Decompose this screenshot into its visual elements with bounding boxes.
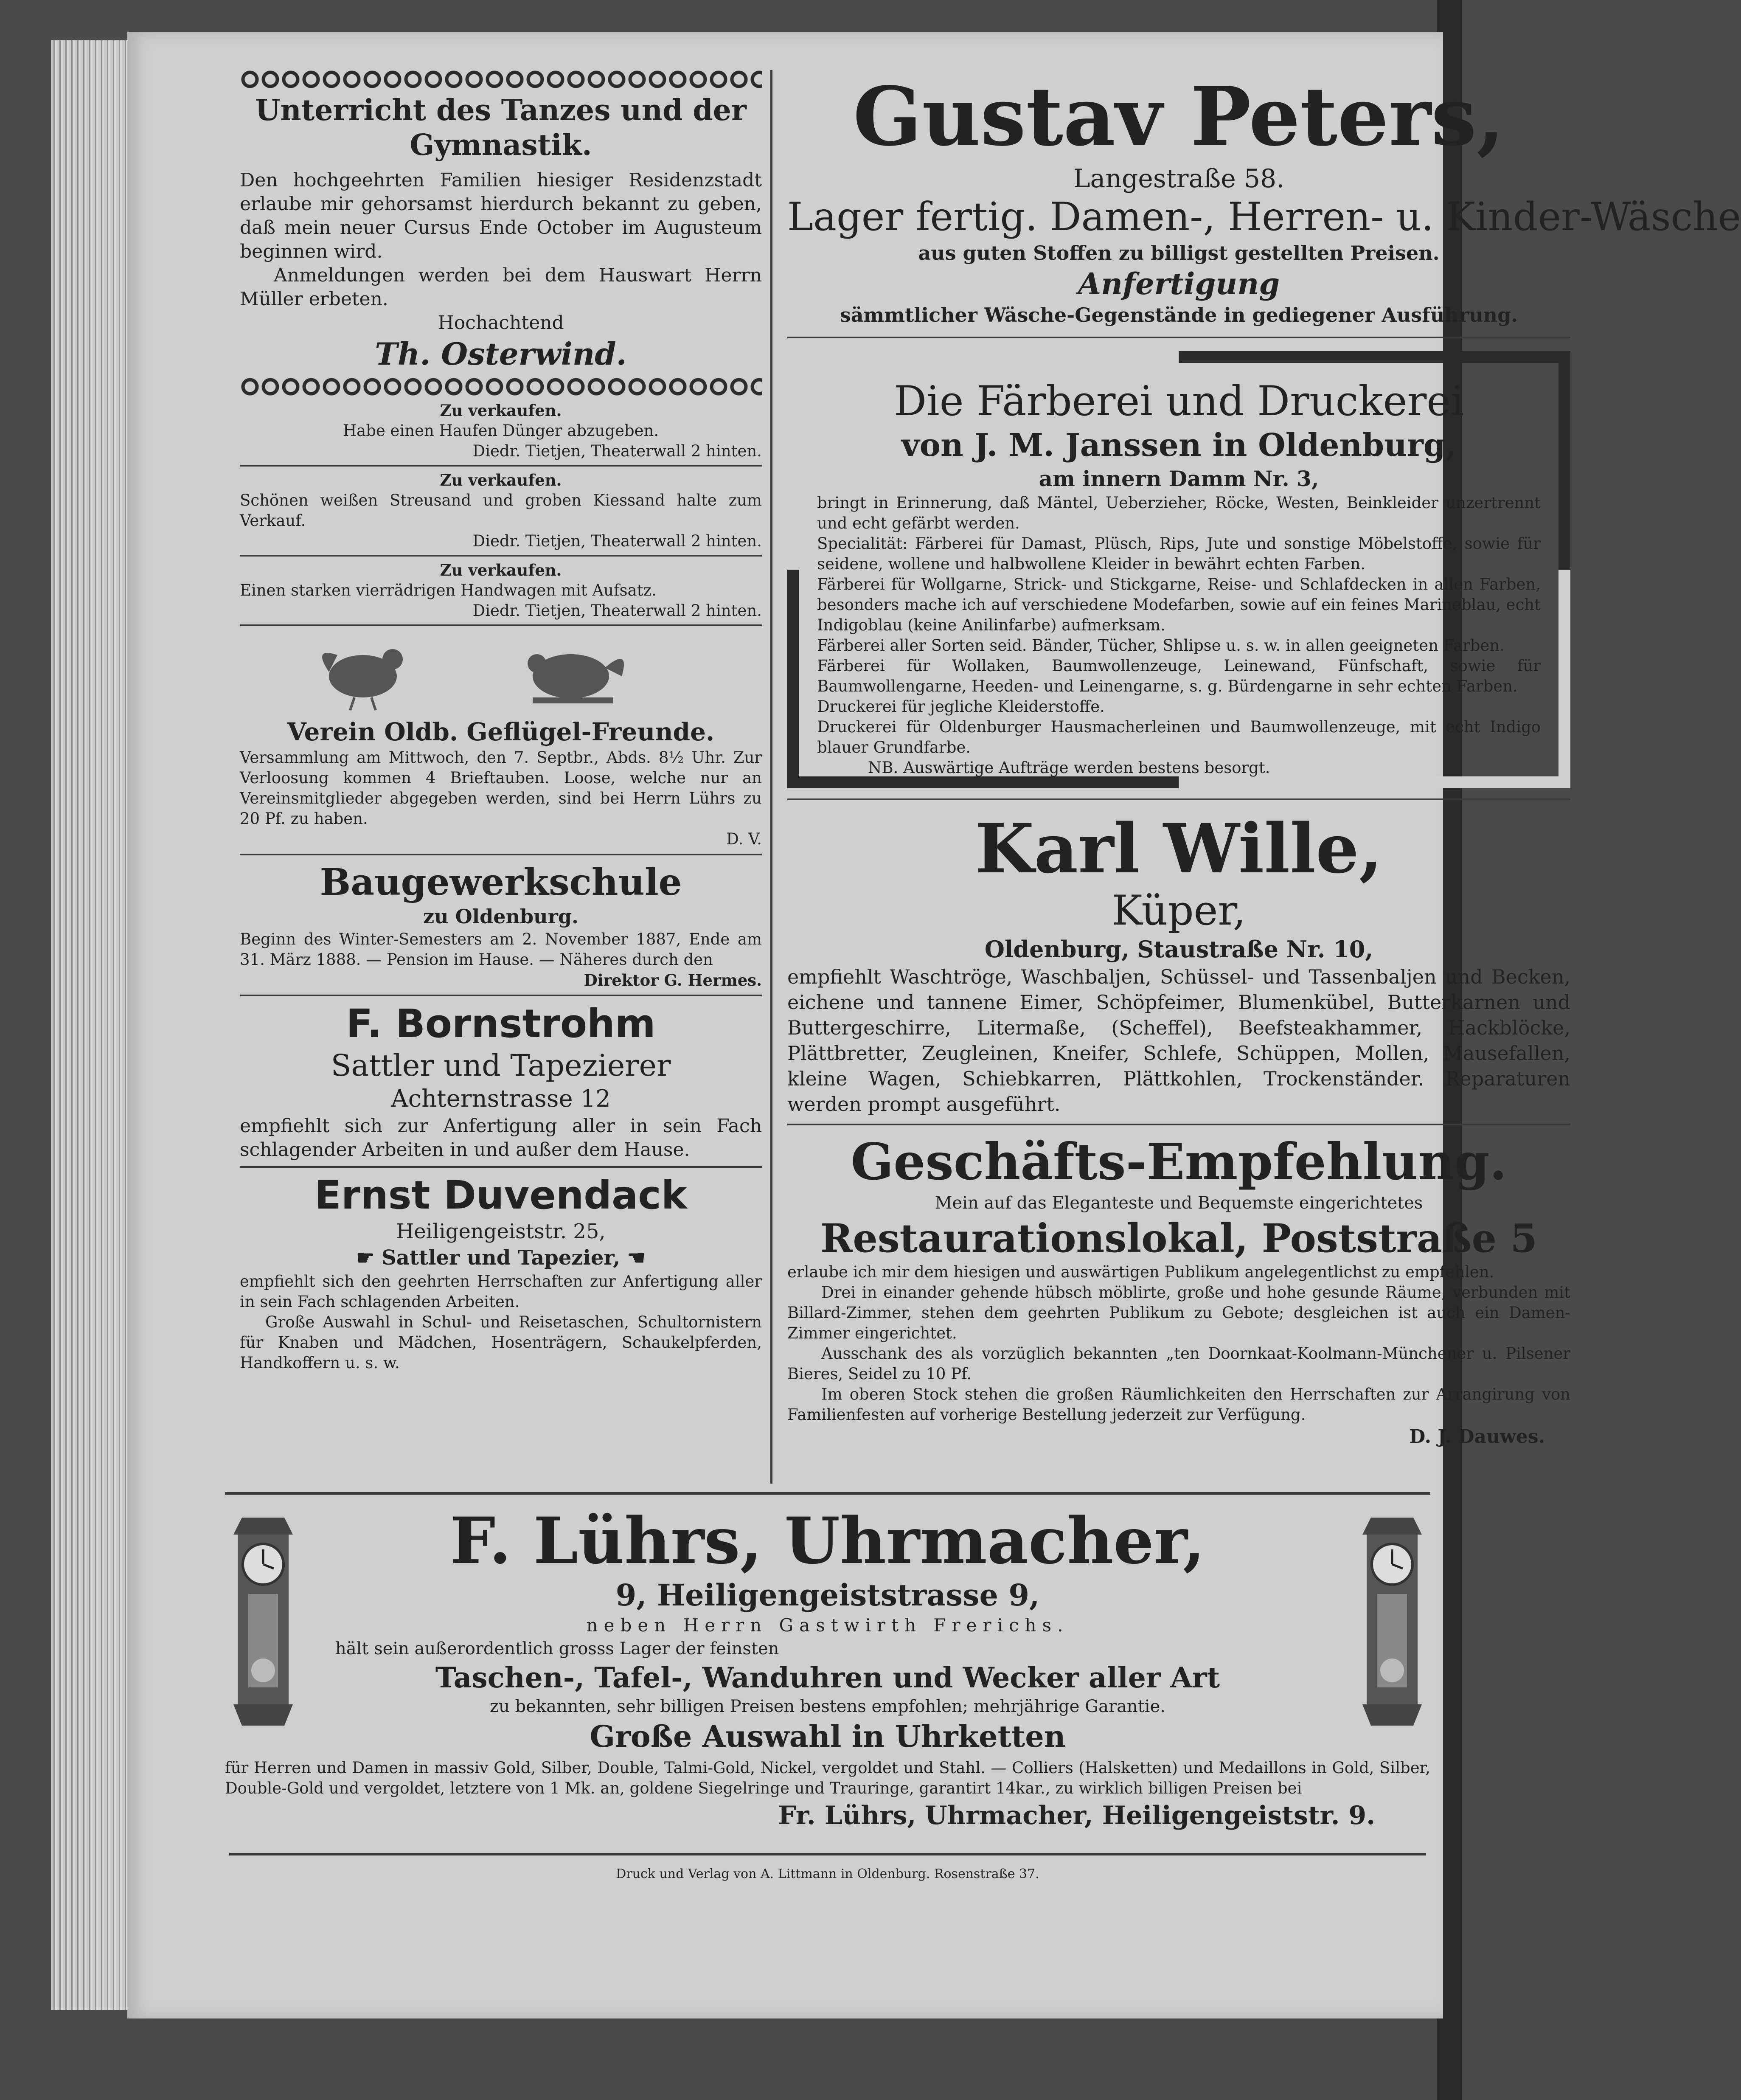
poultry-illustration (240, 630, 762, 714)
janssen-p4: Färberei aller Sorten seid. Bänder, Tücher, Shlipse u. s. w. in allen geeigneten Farben. (817, 636, 1505, 655)
dauwes-p2: Drei in einander gehende hübsch möblirte, große und hohe gesunde Räume, verbunden mit Billard-Zimmer, stehen dem geehrten Publikum zu Gebote; desgleichen ist auch ein Damen-Zimmer eingerichtet. (787, 1283, 1570, 1342)
peters-address: Langestraße 58. (1073, 164, 1285, 194)
dauwes-p3: Ausschank des als vorzüglich bekannten „ten Doornkaat-Koolmann-Münchener u. Pilsener Bieres, Seidel zu 10 Pf. (787, 1344, 1570, 1383)
sale-body: Schönen weißen Streusand und groben Kiessand halte zum Verkauf. (240, 491, 762, 530)
janssen-p8: NB. Auswärtige Aufträge werden bestens besorgt. (868, 759, 1270, 777)
sale-ad-1 (240, 400, 762, 461)
janssen-address: am innern Damm Nr. 3, (1039, 466, 1319, 491)
janssen-ad (787, 351, 1570, 788)
left-column (240, 66, 762, 1373)
luehrs-line3: zu bekannten, sehr billigen Preisen bestens empfohlen; mehrjährige Garantie. (490, 1697, 1165, 1716)
janssen-p5: Färberei für Wollaken, Baumwollenzeuge, Leinewand, Fünfschaft, sowie für Baumwollengarne, Heeden- und Leinengarne, s. g. Bürdengarne in sehr echten Farben. (817, 657, 1541, 695)
dance-body: Den hochgeehrten Familien hiesiger Residenzstadt erlaube mir gehorsamst hierdurch bekannt zu geben, daß mein neuer Cursus Ende October im Augusteum beginnen wird. (240, 169, 762, 262)
luehrs-signer: Fr. Lührs, Uhrmacher, Heiligengeiststr. 9. (778, 1801, 1375, 1830)
dance-signature: Th. Osterwind. (375, 336, 627, 372)
bornstrohm-address: Achternstrasse 12 (391, 1085, 611, 1113)
pointing-hand-icon: ☛ (356, 1246, 382, 1270)
luehrs-bottom-rule (229, 1853, 1426, 1855)
chain-border (240, 376, 762, 398)
janssen-p1: bringt in Erinnerung, daß Mäntel, Ueberzieher, Röcke, Westen, Beinkleider unzertrennt und echt gefärbt werden. (817, 494, 1541, 532)
janssen-by: von J. M. Janssen in Oldenburg, (901, 427, 1457, 464)
luehrs-line5: für Herren und Damen in massiv Gold, Silber, Double, Talmi-Gold, Nickel, vergoldet und Stahl. — Colliers (Halsketten) und Medaillons in Gold, Silber, Double-Gold und vergoldet, letztere von 1 Mk. an, goldene Siegelringe und Trauringe, garantirt 14kar., zu wirklich billigen Preisen bei (225, 1759, 1430, 1797)
luehrs-line2: Taschen-, Tafel-, Wanduhren und Wecker aller Art (435, 1661, 1220, 1694)
sale-signer: Diedr. Tietjen, Theaterwall 2 hinten. (472, 532, 762, 550)
bornstrohm-trade: Sattler und Tapezierer (331, 1048, 671, 1083)
dance-greeting: Hochachtend (438, 312, 564, 334)
dauwes-place: Restaurationslokal, Poststraße 5 (820, 1215, 1538, 1261)
luehrs-ad (225, 1505, 1430, 1833)
luehrs-neighbour: neben Herrn Gastwirth Frerichs. (586, 1615, 1069, 1636)
peters-name: Gustav Peters, (853, 69, 1505, 164)
clock-illustration (225, 1505, 301, 1734)
dauwes-p1: erlaube ich mir dem hiesigen und auswärtigen Publikum angelegentlichst zu empfehlen. (787, 1263, 1494, 1281)
sale-signer: Diedr. Tietjen, Theaterwall 2 hinten. (472, 602, 762, 620)
newspaper-page (127, 32, 1741, 2018)
janssen-p6: Druckerei für jegliche Kleiderstoffe. (817, 697, 1105, 716)
wille-trade: Küper, (1112, 887, 1246, 934)
janssen-title: Die Färberei und Druckerei (894, 377, 1464, 425)
duvendack-body: empfiehlt sich den geehrten Herrschaften zur Anfertigung aller in sein Fach schlagenden Arbeiten. (240, 1272, 762, 1311)
dance-body2: Anmeldungen werden bei dem Hauswart Herrn Müller erbeten. (240, 264, 762, 310)
bornstrohm-body: empfiehlt sich zur Anfertigung aller in sein Fach schlagender Arbeiten in und außer dem Hause. (240, 1115, 762, 1161)
sale-ad-2 (240, 470, 762, 551)
peters-line1: Lager fertig. Damen-, Herren- u. Kinder-Wäsche (787, 194, 1741, 239)
school-signer: Direktor G. Hermes. (584, 971, 762, 990)
school-title: Baugewerkschule (320, 861, 682, 904)
sale-heading: Zu verkaufen. (440, 471, 562, 489)
luehrs-address: 9, Heiligengeiststrasse 9, (615, 1577, 1040, 1613)
duvendack-address: Heiligengeiststr. 25, (396, 1220, 606, 1243)
peters-line2: aus guten Stoffen zu billigst gestellten Preisen. (918, 242, 1440, 264)
poultry-title: Verein Oldb. Geflügel-Freunde. (287, 717, 715, 746)
pointing-hand-icon: ☚ (620, 1246, 646, 1270)
peters-line4: sämmtlicher Wäsche-Gegenstände in gediegener Ausführung. (840, 304, 1518, 326)
sale-body: Habe einen Haufen Dünger abzugeben. (343, 422, 659, 440)
clock-illustration (1354, 1505, 1430, 1734)
school-subtitle: zu Oldenburg. (423, 905, 579, 928)
sale-ad-3 (240, 560, 762, 621)
sale-body: Einen starken vierrädrigen Handwagen mit Aufsatz. (240, 581, 657, 599)
column-rule (770, 70, 772, 1484)
janssen-p3: Färberei für Wollgarne, Strick- und Stickgarne, Reise- und Schlafdecken in allen Farben, besonders mache ich auf verschiedene Modefarben, sowie auf ein feines Marineblau, echt Indigoblau (keine Anilinfarbe) aufmerksam. (817, 575, 1541, 634)
wille-address: Oldenburg, Staustraße Nr. 10, (984, 936, 1373, 963)
wille-body: empfiehlt Waschtröge, Waschbaljen, Schüssel- und Tassenbaljen und Becken, eichene und tannene Eimer, Schöpfeimer, Blumenkübel, Butterkarnen und Buttergeschirre, Litermaße, (Scheffel), Beefsteakhammer, Hackblöcke, Plättbretter, Zeugleinen, Kneifer, Schlefe, Schüppen, Mollen, Mausefallen, kleine Wagen, Schiebkarren, Plättkohlen, Trockenständer. Reparaturen werden prompt ausgeführt. (787, 965, 1570, 1116)
right-column (787, 69, 1741, 1449)
imprint-footer: Druck und Verlag von A. Littmann in Oldenburg. Rosenstraße 37. (616, 1867, 1039, 1881)
school-body: Beginn des Winter-Semesters am 2. November 1887, Ende am 31. März 1888. — Pension im Hause. — Näheres durch den (240, 930, 762, 969)
bornstrohm-name: F. Bornstrohm (346, 1001, 656, 1046)
duvendack-name: Ernst Duvendack (315, 1172, 687, 1218)
luehrs-line1: hält sein außerordentlich grosss Lager der feinsten (335, 1639, 779, 1659)
dauwes-p4: Im oberen Stock stehen die großen Räumlichkeiten den Herrschaften zur Arrangirung von Familienfesten auf vorherige Bestellung jederzeit zur Verfügung. (787, 1385, 1570, 1424)
sale-signer: Diedr. Tietjen, Theaterwall 2 hinten. (472, 442, 762, 460)
luehrs-name: F. Lührs, Uhrmacher, (450, 1504, 1205, 1578)
luehrs-line4: Große Auswahl in Uhrketten (590, 1719, 1066, 1754)
dauwes-signer: D. J. Dauwes. (1409, 1426, 1545, 1448)
luehrs-top-rule (225, 1492, 1430, 1495)
duvendack-body2: Große Auswahl in Schul- und Reisetaschen, Schultornistern für Knaben und Mädchen, Hosenträgern, Schaukelpferden, Handkoffern u. s. w. (240, 1313, 762, 1372)
dauwes-title: Geschäfts-Empfehlung. (851, 1132, 1507, 1191)
sale-heading: Zu verkaufen. (440, 561, 562, 579)
poultry-signer: D. V. (726, 830, 762, 848)
peters-line3: Anfertigung (1078, 266, 1280, 301)
duvendack-trade: Sattler und Tapezier, (382, 1246, 620, 1270)
wille-name: Karl Wille, (975, 809, 1383, 888)
janssen-p2: Specialität: Färberei für Damast, Plüsch, Rips, Jute und sonstige Möbelstoffe, sowie für seidene, wollene und halbwollene Kleider in bewährt echten Farben. (817, 534, 1541, 573)
sale-heading: Zu verkaufen. (440, 401, 562, 420)
chain-border (240, 68, 762, 90)
dance-title: Unterricht des Tanzes und der Gymnastik. (255, 93, 747, 162)
dauwes-intro: Mein auf das Eleganteste und Bequemste eingerichtetes (935, 1193, 1423, 1213)
janssen-p7: Druckerei für Oldenburger Hausmacherleinen und Baumwollenzeuge, mit echt Indigo blauer Grundfarbe. (817, 718, 1541, 756)
poultry-body: Versammlung am Mittwoch, den 7. Septbr., Abds. 8½ Uhr. Zur Verloosung kommen 4 Brieftauben. Loose, welche nur an Vereinsmitglieder abgegeben werden, sind bei Herrn Lührs zu 20 Pf. zu haben. (240, 748, 762, 828)
